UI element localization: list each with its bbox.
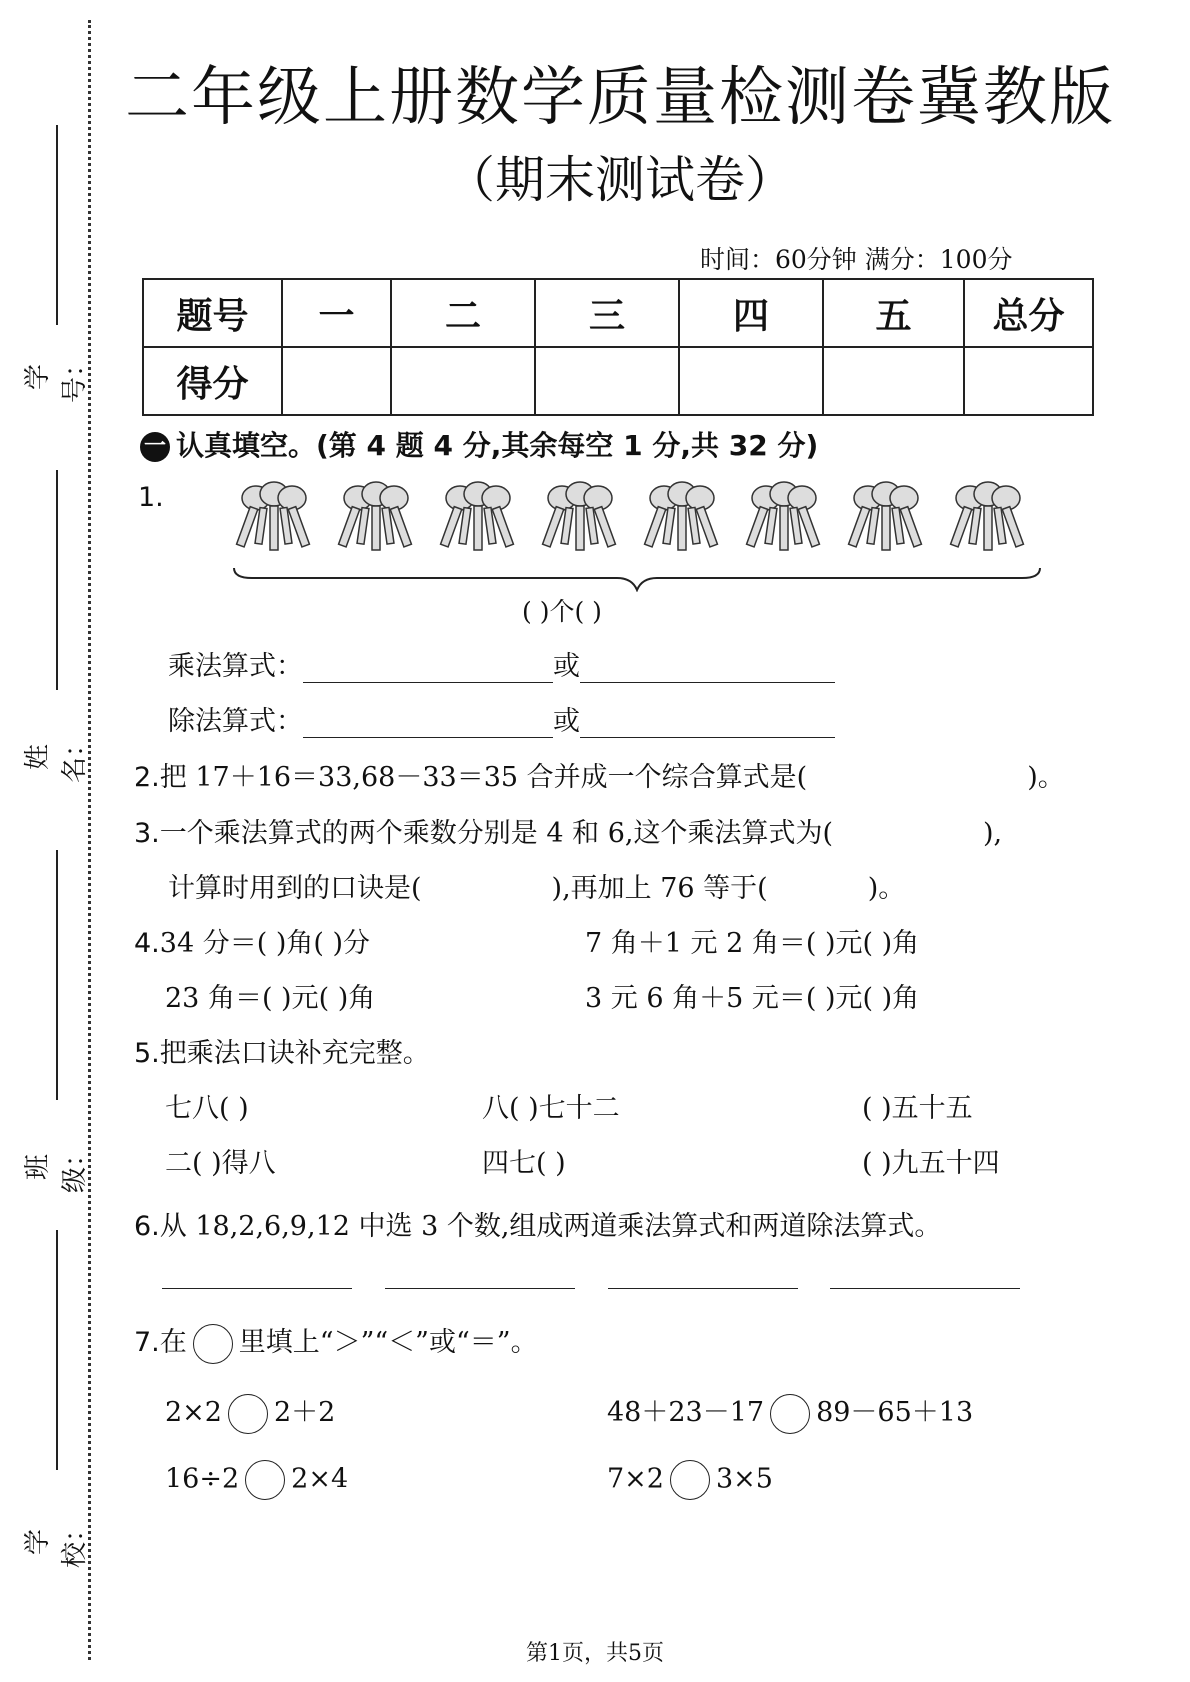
question-6 — [134, 1204, 941, 1243]
binding-dashed-line — [88, 20, 91, 1660]
question-text: ),再加上 76 等于( — [551, 873, 768, 904]
answer-blank[interactable] — [385, 1288, 575, 1289]
score-table-score-row — [143, 347, 1093, 415]
question-number: 5. — [134, 1038, 160, 1069]
key-bunch-icon — [228, 480, 320, 558]
answer-blank[interactable] — [162, 1288, 352, 1289]
question-number: 1. — [138, 482, 164, 513]
comparison-circle[interactable] — [670, 1460, 710, 1500]
question-number: 4. — [134, 928, 160, 959]
money-conversion: 34 分＝( )角( )分 — [159, 928, 371, 959]
page-subtitle: （期末测试卷） — [445, 151, 795, 209]
school-line — [56, 1230, 58, 1470]
score-table-header-row — [143, 279, 1093, 347]
multiplication-rhyme-item: 四七( ) — [482, 1148, 566, 1179]
q1-count-answer: ( )个( ) — [522, 597, 602, 626]
score-header-cell: 四 — [679, 279, 823, 347]
key-bunch-icon — [330, 480, 422, 558]
page-footer: 第1页，共5页 — [526, 1641, 664, 1666]
score-header-cell: 五 — [823, 279, 964, 347]
page-title: 二年级上册数学质量检测卷冀教版 — [125, 61, 1115, 135]
score-header-cell: 二 — [391, 279, 535, 347]
section-title: 认真填空。(第 4 题 4 分,其余每空 1 分,共 32 分) — [176, 429, 819, 462]
answer-blank[interactable] — [303, 682, 553, 683]
comparison-left: 48＋23－17 — [607, 1397, 765, 1428]
comparison-left: 16÷2 — [165, 1463, 240, 1495]
question-text: 计算时用到的口诀是( — [168, 873, 422, 904]
question-text: 一个乘法算式的两个乘数分别是 4 和 6,这个乘法算式为( — [159, 818, 833, 849]
score-cell[interactable] — [391, 347, 535, 415]
score-cell[interactable] — [679, 347, 823, 415]
multiplication-rhyme-item: 八( )七十二 — [482, 1093, 620, 1124]
comparison-right: 3×5 — [715, 1463, 773, 1495]
comparison-circle[interactable] — [228, 1394, 268, 1434]
name-line — [56, 470, 58, 690]
answer-blank[interactable] — [303, 737, 553, 738]
key-bunch-icon — [840, 480, 932, 558]
money-conversion: 3 元 6 角＋5 元＝( )元( )角 — [585, 983, 920, 1014]
or-label: 或 — [553, 706, 580, 737]
comparison-left: 2×2 — [165, 1397, 222, 1428]
score-header-cell: 总分 — [964, 279, 1093, 347]
question-text: 把 17＋16＝33,68－33＝35 合并成一个综合算式是( — [159, 762, 808, 793]
comparison-item — [165, 1460, 348, 1500]
question-text: 把乘法口诀补充完整。 — [159, 1038, 430, 1069]
money-conversion: 7 角＋1 元 2 角＝( )元( )角 — [585, 928, 920, 959]
question-5 — [134, 1031, 430, 1070]
comparison-circle[interactable] — [245, 1460, 285, 1500]
q1-multiplication-row — [168, 644, 835, 683]
exam-meta: 时间：60分钟 满分：100分 — [700, 245, 1013, 274]
section-number-badge: 一 — [140, 432, 170, 462]
answer-blank[interactable] — [580, 737, 835, 738]
answer-blank[interactable] — [580, 682, 835, 683]
question-4-row-1 — [134, 921, 370, 960]
student-id-label: 学号： — [23, 351, 90, 404]
question-7 — [134, 1320, 538, 1364]
answer-blank[interactable] — [608, 1288, 798, 1289]
question-text: 里填上“＞”“＜”或“＝”。 — [238, 1327, 538, 1358]
score-cell[interactable] — [535, 347, 679, 415]
answer-blank[interactable] — [830, 1288, 1020, 1289]
multiplication-label: 乘法算式： — [168, 651, 303, 682]
class-line — [56, 850, 58, 1100]
score-cell[interactable] — [823, 347, 964, 415]
question-number: 3. — [134, 818, 160, 849]
grouping-brace-icon — [232, 566, 1042, 592]
key-bunch-icon — [942, 480, 1034, 558]
question-3-line-2 — [168, 866, 905, 905]
student-id-line — [56, 125, 58, 325]
comparison-right: 2×4 — [291, 1463, 349, 1495]
key-bunch-icon — [432, 480, 524, 558]
question-text-end: ), — [983, 818, 1003, 849]
question-number: 7. — [134, 1327, 160, 1358]
question-text-end: )。 — [867, 873, 906, 904]
class-label: 班级： — [23, 1141, 90, 1194]
question-text: 从 18,2,6,9,12 中选 3 个数,组成两道乘法算式和两道除法算式。 — [159, 1211, 942, 1242]
score-cell[interactable] — [282, 347, 391, 415]
score-header-cell: 一 — [282, 279, 391, 347]
comparison-left: 7×2 — [607, 1463, 664, 1495]
key-bunch-icon — [636, 480, 728, 558]
score-table — [142, 278, 1094, 416]
question-text-end: )。 — [1027, 762, 1065, 793]
score-cell[interactable] — [964, 347, 1093, 415]
question-number: 6. — [134, 1211, 160, 1242]
score-header-cell: 三 — [535, 279, 679, 347]
question-number: 2. — [134, 762, 160, 793]
score-row-label: 得分 — [143, 347, 282, 415]
question-2 — [134, 755, 1065, 794]
comparison-item — [607, 1390, 973, 1434]
comparison-item — [165, 1390, 335, 1434]
comparison-right: 2＋2 — [273, 1397, 336, 1428]
multiplication-rhyme-item: ( )九五十四 — [862, 1148, 1000, 1179]
or-label: 或 — [553, 651, 580, 682]
multiplication-rhyme-item: 七八( ) — [165, 1093, 249, 1124]
score-header-cell: 题号 — [143, 279, 282, 347]
school-label: 学校： — [23, 1516, 90, 1569]
multiplication-rhyme-item: ( )五十五 — [862, 1093, 973, 1124]
key-bunch-icon — [738, 480, 830, 558]
q1-division-row — [168, 699, 835, 738]
key-bunches-illustration — [228, 480, 1044, 558]
question-3-line-1 — [134, 811, 1002, 850]
name-label: 姓名： — [23, 731, 90, 784]
comparison-circle[interactable] — [770, 1394, 810, 1434]
money-conversion: 23 角＝( )元( )角 — [165, 983, 376, 1014]
section-heading — [140, 424, 818, 464]
circle-icon — [193, 1324, 233, 1364]
comparison-right: 89－65＋13 — [816, 1397, 974, 1428]
question-text: 在 — [159, 1327, 187, 1358]
division-label: 除法算式： — [168, 706, 303, 737]
key-bunch-icon — [534, 480, 626, 558]
comparison-item — [607, 1460, 773, 1500]
multiplication-rhyme-item: 二( )得八 — [165, 1148, 276, 1179]
